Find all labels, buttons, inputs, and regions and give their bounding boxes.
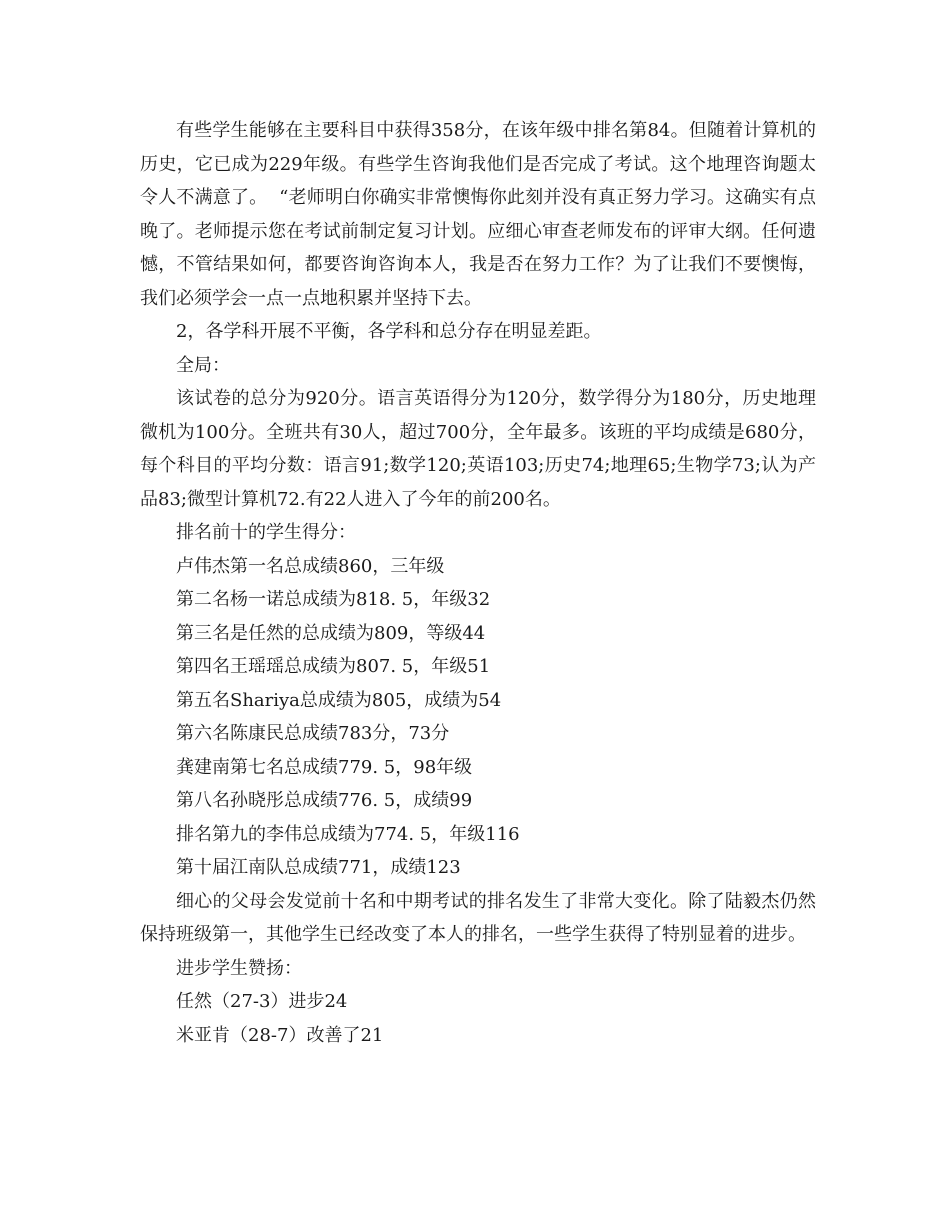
top-ten-item: 排名第九的李伟总成绩为774. 5，年级116 xyxy=(176,823,520,845)
top-ten-item: 第三名是任然的总成绩为809，等级44 xyxy=(176,622,486,644)
progress-item: 米亚肯（28-7）改善了21 xyxy=(176,1024,384,1046)
top-ten-item: 龚建南第七名总成绩779. 5，98年级 xyxy=(176,756,473,778)
paragraph-overall-scores: 该试卷的总分为920分。语言英语得分为120分，数学得分为180分，历史地理微机为100分。全班共有30人，超过700分，全年最多。该班的平均成绩是680分，每个科目的平均分数：语言91;数学120;英语103;历史74;地理65;生物学73;认为产品83;微型计算机72.有22人进入了今年的前200名。 xyxy=(140,388,816,510)
top-ten-item: 第五名Shariya总成绩为805，成绩为54 xyxy=(176,689,502,711)
top-ten-item: 第八名孙晓彤总成绩776. 5，成绩99 xyxy=(176,790,473,811)
top-ten-item: 卢伟杰第一名总成绩860，三年级 xyxy=(176,555,445,577)
top-ten-item: 第六名陈康民总成绩783分，73分 xyxy=(176,723,450,744)
top-ten-item: 第四名王瑶瑶总成绩为807. 5，年级51 xyxy=(176,656,491,677)
top-ten-heading: 排名前十的学生得分： xyxy=(176,522,356,543)
document-page xyxy=(140,114,816,1052)
paragraph-exam-regret: 有些学生能够在主要科目中获得358分，在该年级中排名第84。但随着计算机的历史，它已成为229年级。有些学生咨询我他们是否完成了考试。这个地理咨询题太令人不满意了。 “老师明白你确实非常懊悔你此刻并没有真正努力学习。这确实有点晚了。老师提示您在考试前制定复习计划。应细心审查老师发布的评审大纲。任何遗憾，不管结果如何，都要咨询咨询本人，我是否在努力工作？为了让我们不要懊悔，我们必须学会一点一点地积累并坚持下去。 xyxy=(140,120,816,309)
paragraph-ranking-change: 细心的父母会发觉前十名和中期考试的排名发生了非常大变化。除了陆毅杰仍然保持班级第一，其他学生已经改变了本人的排名，一些学生获得了特别显着的进步。 xyxy=(140,890,816,945)
section-heading-overall: 全局： xyxy=(176,354,230,376)
top-ten-item: 第二名杨一诺总成绩为818. 5，年级32 xyxy=(176,589,491,610)
progress-item: 任然（27-3）进步24 xyxy=(176,991,348,1012)
top-ten-item: 第十届江南队总成绩771，成绩123 xyxy=(176,857,461,878)
progress-heading: 进步学生赞扬： xyxy=(176,957,302,979)
section-heading-imbalance: 2，各学科开展不平衡，各学科和总分存在明显差距。 xyxy=(176,321,602,342)
